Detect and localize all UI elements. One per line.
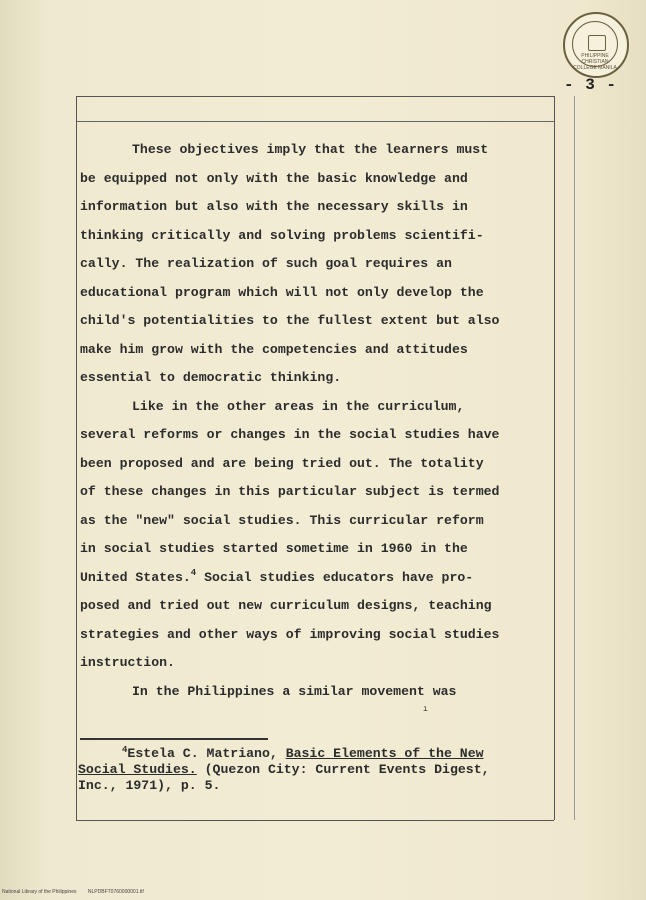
margin-rule — [574, 96, 575, 820]
body-line: In the Philippines a similar movement was — [132, 683, 457, 699]
footnote-title-1: Basic Elements of the New — [285, 746, 484, 761]
page-number: - 3 - — [564, 76, 618, 94]
body-line: be equipped not only with the basic knowledge and — [80, 170, 468, 186]
body-line: information but also with the necessary skills in — [80, 199, 468, 214]
scan-code: NLPDBFT0760000001.tif — [87, 889, 144, 895]
body-line: been proposed and are being tried out. The totality — [80, 455, 484, 471]
body-line: several reforms or changes in the social studies have — [80, 427, 500, 442]
body-line: essential to democratic thinking. — [80, 370, 342, 385]
body-line: make him grow with the competencies and attitudes — [80, 341, 468, 357]
footnote-rule — [80, 738, 268, 740]
frame-header-rule — [76, 121, 554, 122]
body-line: of these changes in this particular subject is termed — [80, 484, 500, 499]
footnote-marker: 4 — [122, 745, 128, 755]
footnote-line-3: Inc., 1971), p. 5. — [78, 778, 221, 793]
body-line: strategies and other ways of improving social studies — [80, 626, 500, 642]
seal-book-icon — [588, 35, 606, 51]
footnote-publisher: (Quezon City: Current Events Digest, — [196, 762, 490, 777]
library-credit: National Library of the Philippines — [2, 889, 77, 895]
college-seal-icon — [563, 12, 629, 78]
frame-top-rule — [76, 96, 554, 97]
frame-left-rule — [76, 96, 77, 820]
scan-credit — [2, 889, 154, 895]
footnote-title-2: Social Studies. — [78, 762, 197, 777]
footnote — [78, 746, 554, 794]
footnote-line-2 — [78, 762, 554, 778]
stray-mark: ı — [423, 705, 428, 714]
body-line-with-footnote — [80, 564, 555, 593]
body-line: child's potentialities to the fullest extent but also — [80, 313, 500, 328]
body-line: as the "new" social studies. This curricular reform — [80, 512, 484, 528]
body-line-part: Social studies educators have pro- — [196, 569, 474, 585]
body-line: posed and tried out new curriculum designs, teaching — [80, 598, 492, 613]
footnote-author: Estela C. Matriano, — [127, 746, 286, 761]
seal-inner-ring — [572, 21, 618, 71]
body-line: cally. The realization of such goal requires an — [80, 256, 452, 271]
seal-label: PHILIPPINE CHRISTIAN COLLEGE MANILA — [573, 53, 617, 71]
footnote-line-1 — [78, 746, 554, 762]
body-line: educational program which will not only develop the — [80, 284, 484, 300]
footnote-reference: 4 — [190, 567, 197, 578]
body-line: instruction. — [80, 655, 175, 670]
body-line: thinking critically and solving problems scientifi- — [80, 227, 484, 243]
body-line-part: United States. — [80, 569, 191, 585]
body-line: Like in the other areas in the curriculum, — [132, 398, 465, 414]
body-line: in social studies started sometime in 1960 in the — [80, 541, 468, 556]
body-text — [80, 136, 555, 706]
frame-bottom-rule — [76, 820, 554, 821]
body-line: These objectives imply that the learners must — [132, 142, 489, 157]
